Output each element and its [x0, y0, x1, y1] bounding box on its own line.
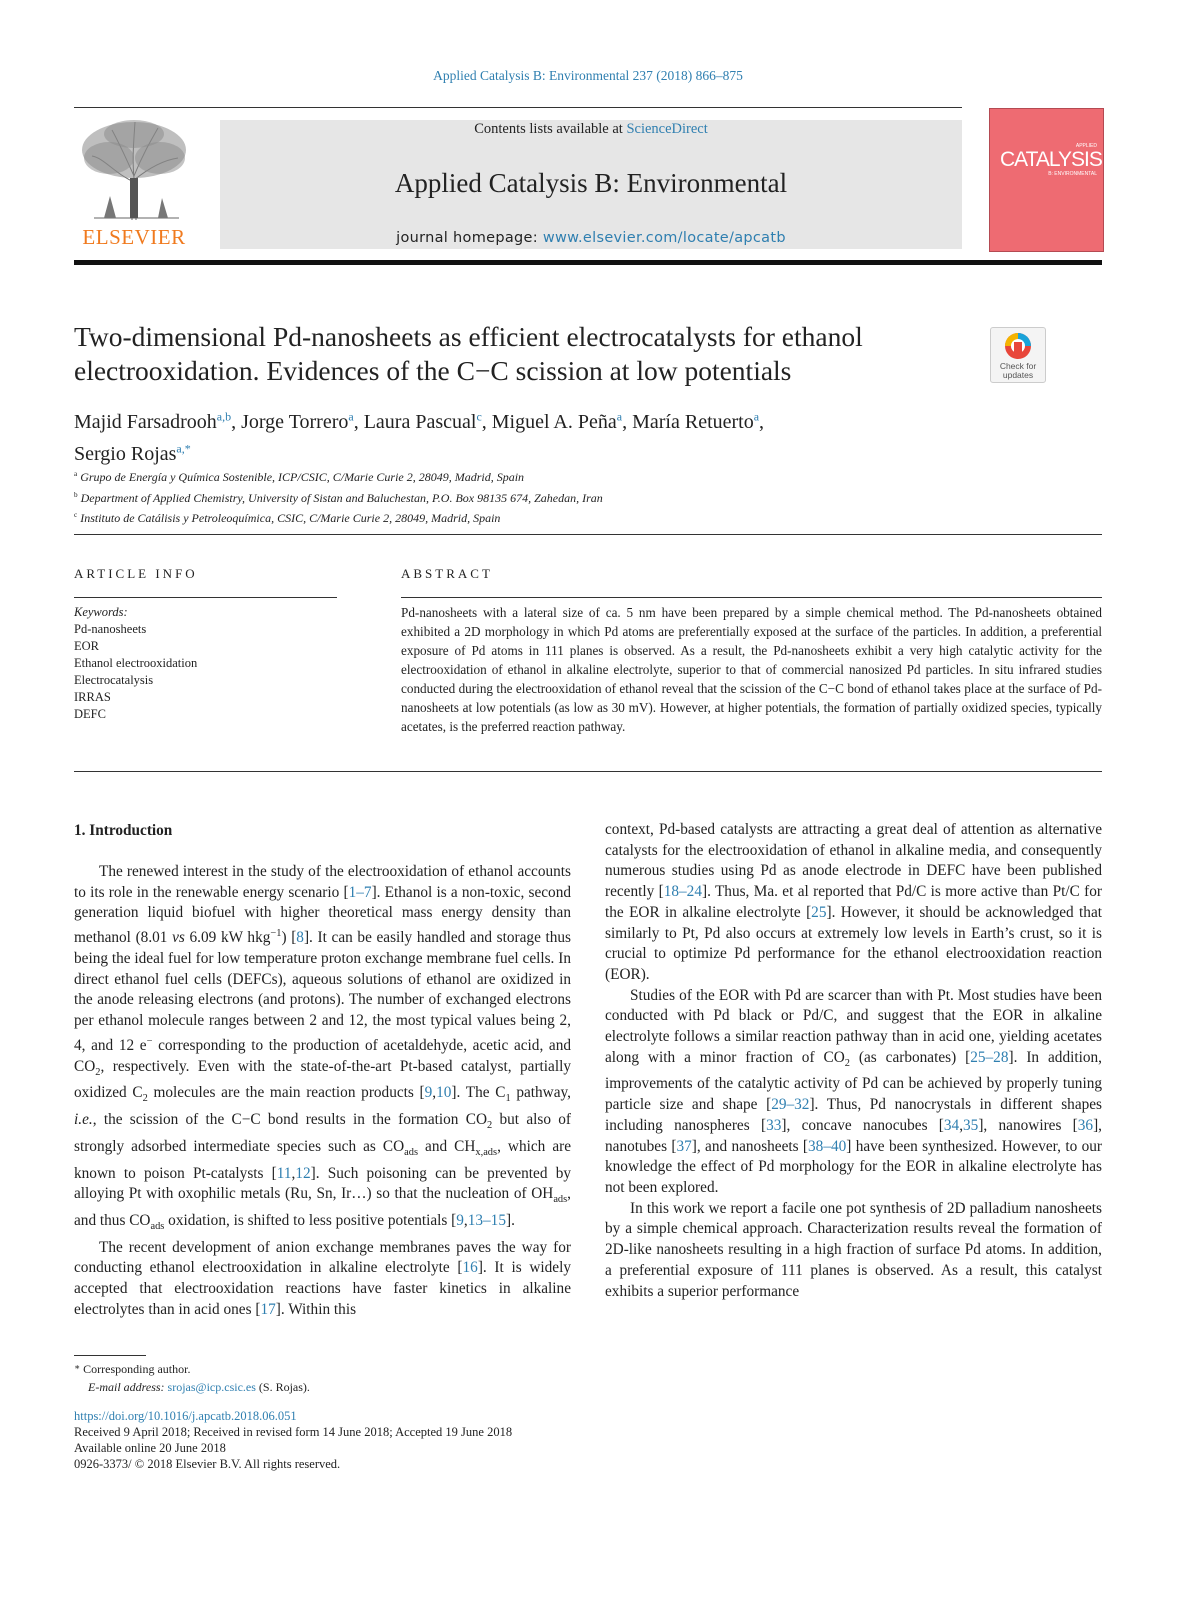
author-affiliation-mark[interactable]: a	[616, 409, 623, 423]
abstract-text: Pd-nanosheets with a lateral size of ca. 5 nm have been prepared by a simple chemical method. The Pd-nanosheets obtained exhibited a 2D morphology in which Pd atoms are preferentially exposed at the surface of the particles. In addition, a preferential exposure of Pd atoms in 111 planes is observed. As a result, the Pd-nanosheets exhibit a very high catalytic activity for the electrooxidation of ethanol in alkaline electrolyte, superior to that of commercial nanosized Pd particles. In situ infrared studies conducted during the electrooxidation of ethanol reveal that the scission of the C−C bond of ethanol takes place at the surface of Pd-nanosheets at low potentials (as low as 30 mV). However, at higher potentials, the formation of partially oxidized species, typically acetates, is the preferred reaction pathway.	[401, 605, 1102, 734]
superscript: −	[146, 1035, 153, 1047]
author	[241, 411, 364, 433]
author-name[interactable]: Sergio Rojas	[74, 443, 177, 466]
subscript: ads	[553, 1194, 568, 1206]
abstract-rule	[401, 597, 1102, 598]
author	[632, 411, 764, 433]
citation-link[interactable]: 29–32	[771, 1096, 810, 1114]
author-name[interactable]: María Retuerto	[632, 410, 754, 433]
citation-link[interactable]: 1–7	[348, 883, 372, 901]
title-line-2: electrooxidation. Evidences of the C−C scission at low potentials	[74, 355, 792, 386]
received-dates: Received 9 April 2018; Received in revised form 14 June 2018; Accepted 19 June 2018	[74, 1425, 513, 1439]
citation-link[interactable]: 16	[462, 1259, 478, 1277]
citation-link[interactable]: 18–24	[663, 883, 702, 901]
citation-link[interactable]: 35	[963, 1116, 979, 1134]
author-affiliation-mark[interactable]: a	[753, 409, 760, 423]
affiliation	[74, 466, 974, 487]
asterisk-icon: ∗	[74, 1362, 81, 1372]
author-name[interactable]: Majid Farsadrooh	[74, 410, 217, 433]
keyword: EOR	[74, 639, 99, 653]
keywords-label: Keywords:	[74, 605, 128, 619]
journal-header-box	[220, 120, 962, 249]
subscript: x,ads	[475, 1146, 498, 1158]
journal-reference-link[interactable]: Applied Catalysis B: Environmental 237 (2018) 866–875	[433, 68, 743, 83]
affiliation-text: Department of Applied Chemistry, University of Sistan and Baluchestan, P.O. Box 98135 674, Zahedan, Iran	[80, 490, 603, 505]
email-suffix: (S. Rojas).	[255, 1379, 310, 1394]
citation-link[interactable]: 13–15	[467, 1211, 506, 1229]
paragraph: In this work we report a facile one pot synthesis of 2D palladium nanosheets by a simple chemical approach. Characterization results reveal the formation of 2D-like nanosheets resulting in a high fraction of surface Pd atoms. In addition, a preferential exposure of 111 planes is observed. As a result, this catalyst exhibits a superior performance	[605, 1199, 1102, 1300]
author-separator: ,	[759, 410, 765, 433]
abstract-bottom-rule	[74, 771, 1102, 772]
author-separator: ,	[481, 410, 492, 433]
keywords-block	[74, 604, 337, 723]
contents-line	[220, 121, 962, 138]
keyword: Ethanol electrooxidation	[74, 656, 198, 670]
superscript: −1	[270, 928, 282, 940]
author-affiliation-mark[interactable]: a,*	[176, 441, 191, 456]
affiliation	[74, 507, 974, 528]
citation-link[interactable]: 11	[276, 1164, 292, 1182]
author-list	[74, 403, 954, 468]
citation-link[interactable]: 34	[943, 1116, 960, 1134]
citation-link[interactable]: 10	[436, 1084, 452, 1102]
paragraph: Studies of the EOR with Pd are scarcer than with Pt. Most studies have been conducted with Pd black or Pd/C, and suggest that the EOR in alkaline electrolyte follows a similar reaction pathway than in acid one, yielding acetates along with a minor fraction of $CO_2$ (as carbonates) [25–28]. In addition, improvements of the catalytic activity of Pd can be achieved by properly tuning particle size and shape [29–32]. Thus, Pd nanocrystals in different shapes including nanospheres [33], concave nanocubes [34,35], nanowires [36], nanotubes [37], and nanosheets [38–40] have been synthesized. However, to our knowledge the effect of Pd morphology for the EOR in alkaline electrolyte has not been explored.	[605, 986, 1103, 1196]
keyword: DEFC	[74, 707, 106, 721]
header-thick-rule	[74, 260, 1102, 265]
citation-link[interactable]: 9	[456, 1211, 464, 1229]
italic-text: vs	[172, 929, 185, 947]
journal-cover-thumbnail[interactable]	[989, 108, 1104, 252]
title-line-1: Two-dimensional Pd-nanosheets as efficient electrocatalysts for ethanol	[74, 321, 863, 352]
tree-icon	[74, 118, 194, 223]
keyword: IRRAS	[74, 690, 111, 704]
citation-link[interactable]: 25–28	[970, 1048, 1009, 1066]
author	[74, 443, 191, 465]
author-separator: ,	[622, 410, 633, 433]
sciencedirect-link[interactable]: ScienceDirect	[626, 121, 708, 137]
footnote-rule	[74, 1355, 146, 1356]
homepage-link[interactable]: www.elsevier.com/locate/apcatb	[542, 230, 786, 246]
citation-link[interactable]: 9	[424, 1084, 433, 1102]
author-name[interactable]: Miguel A. Peña	[491, 410, 617, 433]
paragraph: The recent development of anion exchange membranes paves the way for conducting ethanol electrooxidation in alkaline electrolyte [16]. It is widely accepted that electrooxidation reactions have faster kinetics in alkaline electrolytes than in acid ones [17]. Within this	[74, 1238, 571, 1318]
subscript: 2	[844, 1057, 850, 1069]
author-name[interactable]: Laura Pascual	[363, 410, 477, 433]
section-heading: 1. Introduction	[74, 822, 173, 839]
email-link[interactable]: srojas@icp.csic.es	[167, 1379, 256, 1394]
keyword: Pd-nanosheets	[74, 622, 147, 636]
abstract-heading: ABSTRACT	[401, 566, 493, 581]
cover-sub: B: ENVIRONMENTAL	[1048, 171, 1097, 177]
author-separator: ,	[231, 410, 242, 433]
author	[74, 411, 241, 433]
homepage-prefix: journal homepage:	[396, 230, 543, 246]
subscript: ads	[150, 1221, 165, 1233]
footnote	[74, 1359, 310, 1396]
author-affiliation-mark[interactable]: c	[476, 409, 482, 423]
check-for-updates-button[interactable]	[990, 327, 1046, 383]
author	[492, 411, 632, 433]
affiliation	[74, 487, 974, 508]
article-info-rule	[74, 597, 337, 598]
copyright: 0926-3373/ © 2018 Elsevier B.V. All rights reserved.	[74, 1457, 341, 1471]
author-affiliation-mark[interactable]: a,b	[216, 409, 232, 423]
citation-link[interactable]: 38–40	[808, 1137, 847, 1155]
article-title	[74, 320, 954, 388]
italic-text: i.e.	[74, 1111, 93, 1129]
corresponding-label: Corresponding author.	[83, 1362, 191, 1376]
affiliation-mark: c	[74, 511, 78, 519]
citation-link[interactable]: 33	[766, 1116, 782, 1134]
email-label: E-mail address:	[88, 1379, 168, 1394]
contents-prefix: Contents lists available at	[474, 121, 627, 137]
journal-title: Applied Catalysis B: Environmental	[394, 168, 788, 198]
subscript: ads	[404, 1146, 419, 1158]
paragraph: context, Pd-based catalysts are attracting a great deal of attention as alternative catalysts for the electrooxidation of ethanol in alkaline media, and consequently numerous studies using Pd as anode electrode in DEFC have been published recently [18–24]. Thus, Ma. et al reported that Pd/C is more active than Pt/C for the EOR in alkaline electrolyte [25]. However, it should be acknowledged that similarly to Pt, Pd also occurs at extremely low levels in Earth’s crust, so it is crucial to optimize Pd performance for the ethanol electrooxidation reaction (EOR).	[605, 821, 1102, 983]
subscript: 2	[142, 1093, 148, 1105]
homepage-line	[220, 230, 962, 246]
body-column-left	[74, 862, 571, 1321]
article-info-heading: ARTICLE INFO	[74, 566, 198, 581]
check-updates-label: Check for updates	[999, 361, 1037, 380]
citation-link[interactable]: 25	[811, 903, 827, 921]
affiliation-mark: b	[74, 490, 78, 499]
elsevier-logo	[74, 118, 194, 250]
footer-info	[74, 1408, 512, 1472]
body-column-right	[605, 820, 1102, 1302]
paragraph: The renewed interest in the study of the electrooxidation of ethanol accounts to its role in the renewable energy scenario [1–7]. Ethanol is a non-toxic, second generation liquid biofuel with higher theoretical mass energy density than methanol (8.01 vs 6.09 kW hkg$^{-1}$) [8]. It can be easily handled and storage thus being the ideal fuel for low temperature proton exchange membrane fuel cells. In direct ethanol fuel cells (DEFCs), aqueous solutions of ethanol are oxidized in the anode releasing electrons (and protons). The number of exchanged electrons per ethanol molecule ranges between 2 and 12, the most typical values being 2, 4, and 12 e− corresponding to the production of acetaldehyde, acetic acid, and $CO_2$, respectively. Even with the state-of-the-art Pt-based catalyst, partially oxidized $C_2$ molecules are the main reaction products [9,10]. The $C_1$ pathway, i.e., the scission of the C−C bond results in the formation $CO_2$ but also of strongly adsorbed intermediate species such as $CO_{ads}$ and $CH_{x,ads}$, which are known to poison Pt-catalysts [11,12]. Such poisoning can be prevented by alloying Pt with oxophilic metals (Ru, Sn, Ir…) so that the nucleation of $OH_{ads}$, and thus $CO_{ads}$ oxidation, is shifted to less positive potentials [9,13–15].	[74, 863, 572, 1233]
subscript: 2	[95, 1066, 101, 1078]
cover-text	[1000, 143, 1102, 177]
citation-link[interactable]: 12	[295, 1164, 311, 1182]
cover-top: APPLIED	[1075, 143, 1097, 149]
doi-link[interactable]: https://doi.org/10.1016/j.apcatb.2018.06.051	[74, 1409, 297, 1423]
author-separator: ,	[353, 410, 364, 433]
keyword: Electrocatalysis	[74, 673, 154, 687]
subscript: 2	[487, 1120, 493, 1132]
affiliation-rule	[74, 534, 1102, 535]
author	[364, 411, 492, 433]
elsevier-wordmark: ELSEVIER	[82, 225, 186, 249]
affiliation-text: Grupo de Energía y Química Sostenible, ICP/CSIC, C/Marie Curie 2, 28049, Madrid, Spain	[80, 470, 525, 484]
header-rule	[74, 107, 962, 108]
author-affiliation-mark[interactable]: a	[348, 409, 354, 423]
author-name[interactable]: Jorge Torrero	[241, 410, 349, 433]
citation-link[interactable]: 36	[1077, 1116, 1094, 1134]
affiliation-text: Instituto de Catálisis y Petroleoquímica, CSIC, C/Marie Curie 2, 28049, Madrid, Spain	[80, 511, 501, 525]
available-online: Available online 20 June 2018	[74, 1441, 226, 1455]
cover-brand: CATALYSIS	[1000, 148, 1102, 171]
citation-link[interactable]: 37	[676, 1137, 692, 1155]
citation-link[interactable]: 8	[296, 929, 304, 947]
citation-link[interactable]: 17	[260, 1300, 276, 1318]
affiliation-list	[74, 466, 974, 528]
email-line	[74, 1379, 310, 1397]
affiliation-mark: a	[74, 470, 78, 478]
subscript: 1	[505, 1093, 511, 1105]
corresponding-note	[74, 1359, 310, 1379]
